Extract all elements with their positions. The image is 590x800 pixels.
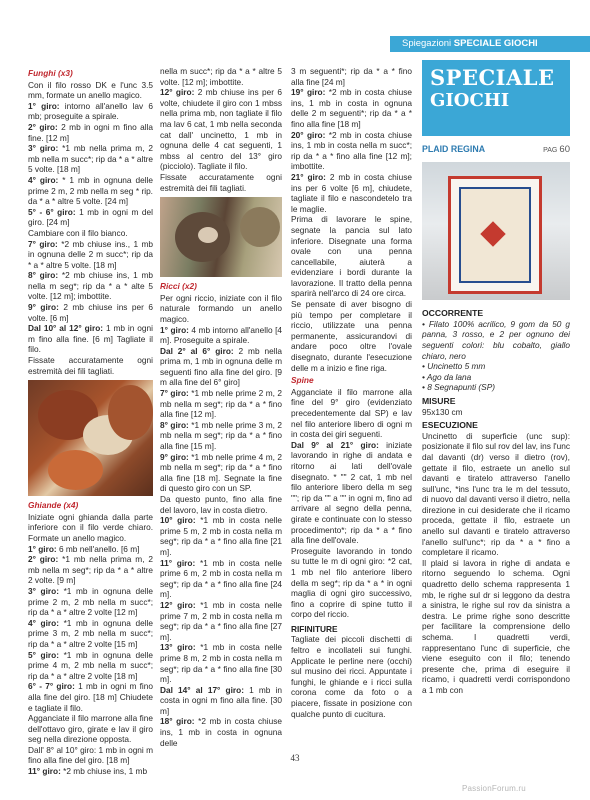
- text-line: 3° giro: *1 mb nella prima m, 2 mb nella m succ*; rip da * a * altre 5 volte. [18 m]: [28, 143, 153, 175]
- text-line: 12° giro: 2 mb chiuse ins per 6 volte, chiudete il giro con 1 mbss nella prima mb, non tagliate il filo ma lav 6 cat, 1 mb nella seconda cat dall' uncinetto, 1 mb in ognuna delle 4 cat seguenti, 1 mbss al centro del 13° giro (picciolo). Tagliate il filo.: [160, 87, 282, 172]
- text-line: 21° giro: 2 mb in costa chiuse ins per 6 volte [6 m], chiudete, tagliate il filo e nascondetelo tra le maglie.: [291, 171, 412, 214]
- text-line: 4° giro: *1 mb in ognuna delle prime 3 m, 2 mb nella m succ*; rip da * a * altre 2 volte [15 m]: [28, 617, 153, 649]
- page-header: [0, 0, 590, 60]
- text-line: Dall' 8° al 10° giro: 1 mb in ogni m fino alla fine del giro. [18 m]: [28, 744, 153, 766]
- text-line: 18° giro: *2 mb in costa chiuse ins, 1 mb in costa in ognuna delle: [160, 716, 282, 748]
- text-line: 1° giro: intorno all'anello lav 6 mb; proseguite a spirale.: [28, 100, 154, 122]
- text-line: 11° giro: *2 mb chiuse ins, 1 mb: [28, 766, 148, 777]
- text-line: Tagliate dei piccoli dischetti di feltro e incollateli sui funghi. Applicate le perline nere (occhi) sul musino dei ricci. Appuntate i funghi, le ghiande e i ricci sulla corona come da foto o a piacere, fissate in posizione con qualche punto di cucitura.: [291, 634, 412, 719]
- plaid-title: PLAID REGINA: [422, 144, 486, 154]
- ricci-photo: [160, 197, 282, 277]
- text-line: 5° giro: *1 mb in ognuna delle prime 4 m, 2 mb nella m succ*; rip da * a * altre 2 volte [18 m]: [28, 649, 153, 681]
- column-3: [291, 66, 412, 719]
- section-title: SPECIALE GIOCHI: [453, 38, 538, 49]
- occorrente-list: [422, 319, 570, 393]
- spine-instructions: [291, 387, 412, 620]
- text-line: Il plaid si lavora in righe di andata e ritorno seguendo lo schema. Ogni quadretto dello schema rappresenta 1 mb, le righe sul dr si leggono da destra a sinistra, le righe sul rov da sinistra a destra. Le prime righe sono descritte per facilitare la comprensione dello schema. I quadretti verdi, rappresentano l'unc di superficie, che viene eseguito con il filo; tenendo presente che, prima di eseguire il ricamo, i quadretti verdi corrispondono a 1 mb con: [422, 557, 570, 695]
- text-line: Agganciate il filo marrone alla fine dell'ottavo giro, girate e lav il giro seg nella direzione opposta.: [28, 713, 153, 745]
- funghi-title: Funghi (x3): [28, 68, 73, 78]
- ricci-instructions: [160, 293, 282, 749]
- text-line: Uncinetto di superficie (unc sup): posizionate il filo sul rov del lav, ins l'unc dal davanti (dr) verso il dietro (rov), gettate il filo, estraete un anello sul davanti e tiratelo attraverso l'anello sull'unc, *ins l'unc tra le m del tessuto, di nuovo dal davanti verso il dietro, nella direzione in cui desiderate che il ricamo proceda, gettate il filo, estraete un anello sul davanti e tiratelo attraverso l'anello sull'unc*; rip da * a * fino a completare il ricamo.: [422, 430, 570, 558]
- ghiande-title: Ghiande (x4): [28, 500, 79, 511]
- watermark: PassionForum.ru: [462, 784, 526, 793]
- text-line: Dal 9° al 21° giro: iniziate lavorando in righe di andata e ritorno ai lati dell'ovale disegnato. * "" 2 cat, 1 mb nel filo anteriore libero della m seg ""; rip da "" a "" in ogni m, fino ad arrivare al segno della penna, girate e continuate con lo stesso procedimento*; rip da * a * fino alla fine dell'ovale.: [291, 439, 413, 546]
- ghiande-instructions: [28, 512, 153, 777]
- spine-title: Spine: [291, 375, 314, 386]
- text-line: 1° giro: 6 mb nell'anello. [6 m]: [28, 543, 140, 554]
- text-line: 8° giro: *1 mb nelle prime 3 m, 2 mb nella m seg*; rip da * a * fino alla fine [15 m].: [160, 419, 282, 452]
- text-line: • Uncinetto 5 mm: [422, 361, 486, 372]
- text-line: Fissate accuratamente ogni estremità dei fili tagliati.: [28, 355, 153, 376]
- text-line: 2° giro: 2 mb in ogni m fino alla fine. [12 m]: [28, 121, 154, 143]
- misure-title: MISURE: [422, 395, 456, 406]
- text-line: Se pensate di aver bisogno di più tempo per completare il riccio, utilizzate una penna permanente, assicurandovi di andare poco oltre l'ovale disegnato, durante l'esecuzione delle m a inizio e fine riga.: [291, 299, 412, 373]
- text-line: 13° giro: *1 mb in costa nelle prime 8 m, 2 mb in costa nella m seg*; rip da * a * fino alla fine [30 m].: [160, 642, 282, 685]
- occorrente-title: OCCORRENTE: [422, 308, 484, 319]
- funghi-photo: [28, 380, 153, 496]
- text-line: Dal 14° al 17° giro: 1 mb in costa in ogni m fino alla fine. [30 m]: [160, 684, 282, 716]
- text-line: • 8 Segnapunti (SP): [422, 382, 496, 393]
- text-line: Dal 10° al 12° giro: 1 mb in ogni m fino alla fine. [6 m] Tagliate il filo.: [28, 323, 153, 355]
- text-line: 1° giro: 4 mb intorno all'anello [4 m]. Proseguite a spirale.: [160, 324, 283, 346]
- text-line: 4° giro: * 1 mb in ognuna delle prime 2 m, 2 mb nella m seg * rip. da * a * altre 5 volte. [24 m]: [28, 174, 154, 207]
- box-title-line1: SPECIALE: [430, 65, 555, 90]
- quilt-photo: [422, 162, 570, 300]
- text-line: 2° giro: *1 mb nella prima m, 2 mb nella m seg*; rip da * a * altre 2 volte. [9 m]: [28, 554, 153, 586]
- text-line: 7° giro: *2 mb chiuse ins., 1 mb in ognuna delle 2 m succ*; rip da * a * altre 5 volte. [18 m]: [28, 238, 154, 270]
- text-line: 3° giro: *1 mb in ognuna delle prime 2 m, 2 mb nella m succ*; rip da * a * altre 2 volte [12 m]: [28, 585, 153, 618]
- section-prefix: Spiegazioni: [402, 38, 452, 49]
- page-ref-label: PAG: [543, 146, 558, 154]
- text-line: Fissate accuratamente ogni estremità dei fili tagliati.: [160, 171, 282, 193]
- column-2: [160, 66, 282, 748]
- text-line: 7° giro: *1 mb nelle prime 2 m, 2 mb nella m seg*; rip da * a * fino alla fine [12 m].: [160, 388, 282, 420]
- text-line: 12° giro: *1 mb in costa nelle prime 7 m, 2 mb in costa nella m seg*; rip da * a * fino alla fine [27 m].: [160, 599, 282, 642]
- text-line: 3 m seguenti*; rip da * a * fino alla fine [24 m]: [291, 66, 412, 87]
- text-line: Dal 2° al 6° giro: 2 mb nella prima m, 1 mb in ognuna delle m seguenti fino alla fine del giro. [9 m alla fine del 6° giro]: [160, 345, 282, 388]
- ricci-title: Ricci (x2): [160, 281, 197, 292]
- text-line: 5° - 6° giro: 1 mb in ogni m del giro. [24 m]: [28, 206, 153, 228]
- column-4: [422, 60, 570, 696]
- text-line: Prima di lavorare le spine, segnate la pancia sul lato inferiore. Disegnate una forma ovale con una penna cancellabile, aiuterà a evidenziare i bordi durante la lavorazione. Il tratto della penna sparirà nell'arco di 24 ore circa.: [291, 214, 412, 299]
- text-line: 19° giro: *2 mb in costa chiuse ins, 1 mb in costa in ognuna delle 2 m seguenti*; rip da * a * fino alla fine [18 m]: [291, 87, 412, 129]
- esecuzione-title: ESECUZIONE: [422, 420, 478, 431]
- rifiniture-instructions: [291, 634, 412, 719]
- text-line: nella m succ*; rip da * a * altre 5 volte. [12 m]; imbottite.: [160, 66, 282, 87]
- page-ref-number: 60: [559, 143, 570, 155]
- text-line: 20° giro: *2 mb in costa chiuse ins, 1 mb in costa nella m succ*; rip da * a * fino alla fine [12 m]; imbottite.: [291, 129, 412, 172]
- page-number: 43: [290, 753, 300, 763]
- misure-value: 95x130 cm: [422, 406, 463, 417]
- text-line: 11° giro: *1 mb in costa nelle prime 6 m, 2 mb in costa nella m seg*; rip da * a * fino alla fine [24 m].: [160, 557, 283, 600]
- text-line: • Ago da lana: [422, 371, 472, 382]
- ghiande-continued: [160, 66, 282, 193]
- esecuzione-text: [422, 431, 570, 696]
- text-line: 8° giro: *2 mb chiuse ins, 1 mb nella m seg*; rip da * a * alte 5 volte. [12 m]; imbottite.: [28, 270, 154, 302]
- section-banner: [390, 36, 590, 52]
- speciale-giochi-box: [422, 60, 570, 136]
- box-title-line2: GIOCHI: [430, 90, 510, 111]
- text-line: Da questo punto, fino alla fine del lavoro, lav in costa dietro.: [160, 494, 282, 515]
- text-line: • Filato 100% acrilico, 9 gom da 50 g panna, 3 rosso, e 2 per ognuno dei seguenti colori: blu cobalto, giallo chiaro, nero: [422, 318, 570, 361]
- text-line: 10° giro: *1 mb in costa nelle prime 5 m, 2 mb in costa nella m seg*; rip da * a * fino alla fine [21 m].: [160, 515, 282, 557]
- text-line: 9° giro: 2 mb chiuse ins per 6 volte. [6 m]: [28, 302, 154, 323]
- ricci-continued: [291, 66, 412, 373]
- text-line: 6° - 7° giro: 1 mb in ogni m fino alla fine del giro. [18 m] Chiudete e tagliate il filo.: [28, 681, 154, 713]
- text-line: 9° giro: *1 mb nelle prime 4 m, 2 mb nella m seg*; rip da * a * fino alla fine [18 m]. Segnate la fine di questo giro con un SP.: [160, 451, 282, 494]
- queen-card-image: [448, 176, 542, 294]
- funghi-instructions: [28, 80, 153, 377]
- text-line: Per ogni riccio, iniziate con il filo naturale formando un anello magico.: [160, 292, 282, 324]
- text-line: Cambiare con il filo bianco.: [28, 227, 128, 238]
- text-line: Iniziate ogni ghianda dalla parte inferiore con il filo verde chiaro. Formate un anello magico.: [28, 511, 153, 543]
- text-line: Agganciate il filo marrone alla fine del 9° giro (evidenziato precedentemente dal SP) e lav nel filo anteriore libero di ogni m in costa dei giri seguenti.: [291, 386, 412, 440]
- text-line: Con il filo rosso DK e l'unc 3.5 mm, formate un anello magico.: [28, 79, 153, 101]
- rifiniture-title: RIFINITURE: [291, 623, 338, 634]
- text-line: Proseguite lavorando in tondo su tutte le m di ogni giro: *2 cat, 1 mb nel filo anteriore libero della m seg*; rip da * a * in ogni maglia di ogni giro successivo, fino a coprire di spine tutto il corpo del riccio.: [291, 545, 412, 620]
- column-1: [28, 66, 153, 777]
